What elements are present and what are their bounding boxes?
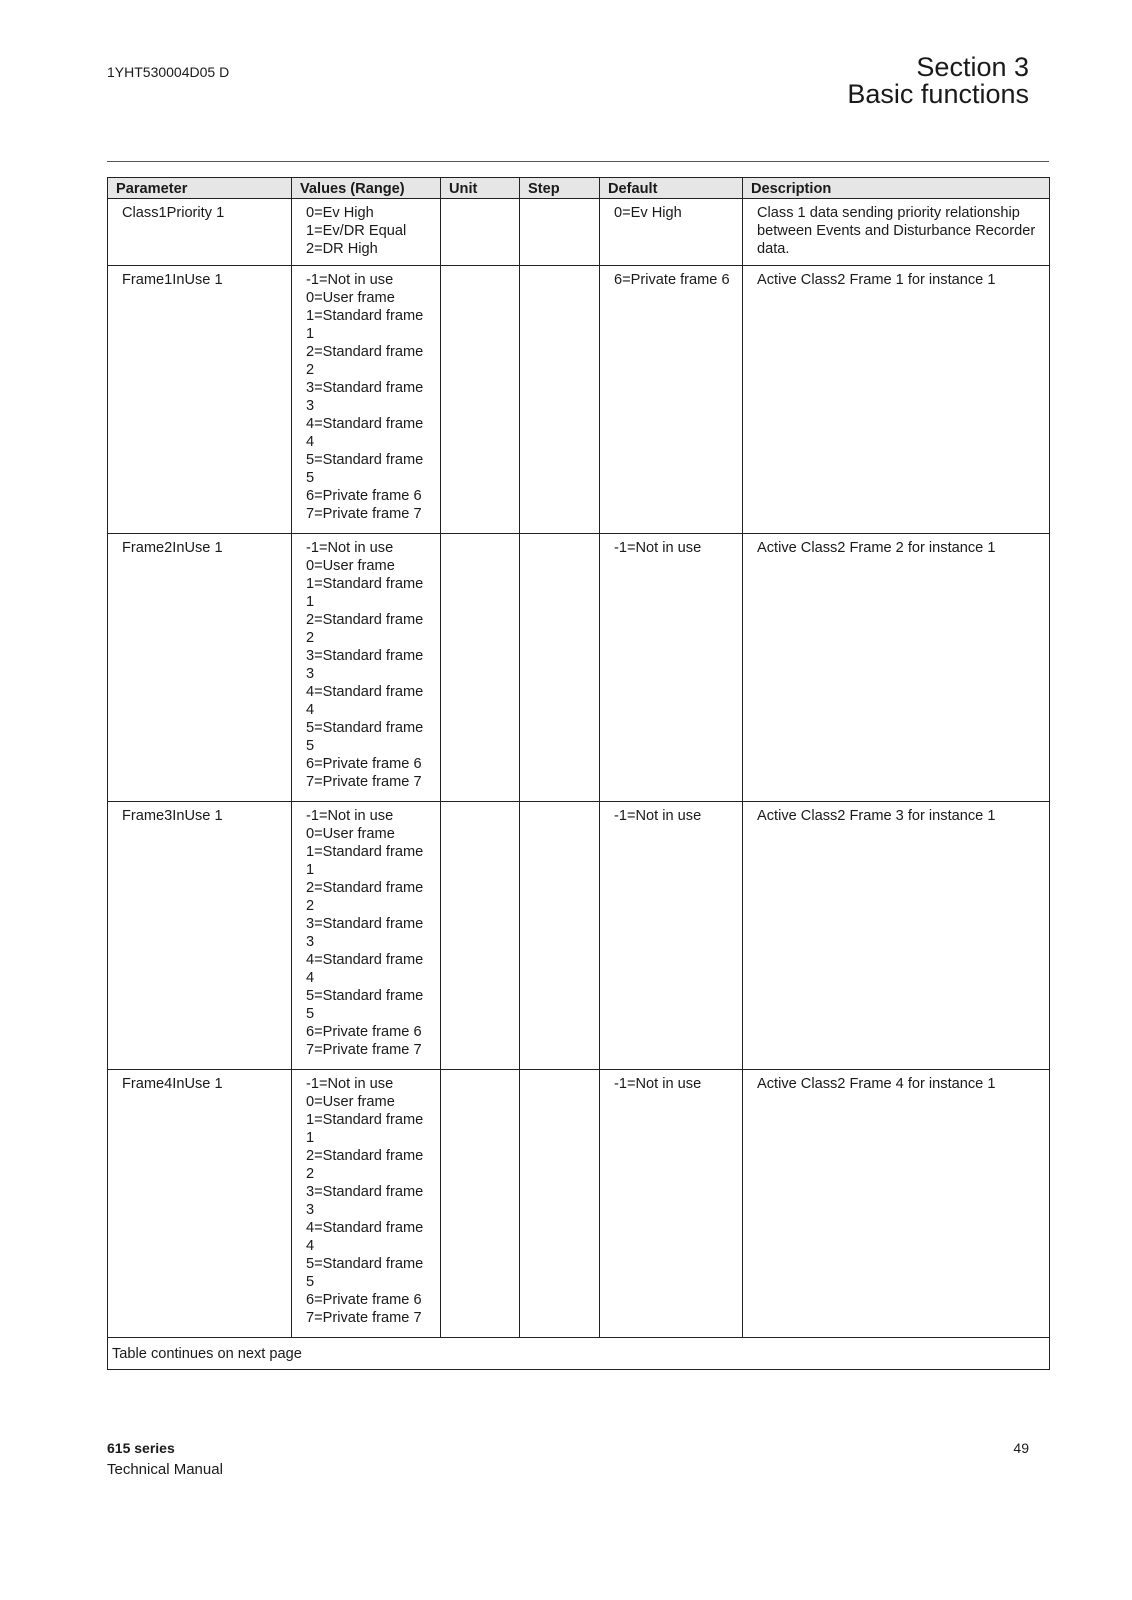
value-line: -1=Not in use bbox=[306, 272, 394, 288]
table-row bbox=[108, 534, 1050, 802]
value-line: 0=Ev High bbox=[306, 205, 374, 221]
description-cell: Active Class2 Frame 3 for instance 1 bbox=[743, 802, 1050, 1070]
description-cell: Class 1 data sending priority relationship between Events and Disturbance Recorder data. bbox=[743, 199, 1050, 266]
value-line: 2=Standard frame bbox=[306, 344, 424, 360]
value-line: 5 bbox=[306, 738, 315, 754]
unit-cell bbox=[441, 266, 520, 534]
page-number: 49 bbox=[1013, 1440, 1029, 1456]
value-line: 1=Ev/DR Equal bbox=[306, 223, 407, 239]
description-cell: Active Class2 Frame 4 for instance 1 bbox=[743, 1070, 1050, 1338]
table-row bbox=[108, 199, 1050, 266]
table-header-row bbox=[108, 178, 1050, 199]
column-header-step: Step bbox=[520, 178, 600, 199]
value-line: 1 bbox=[306, 594, 315, 610]
value-line: 6=Private frame 6 bbox=[306, 1292, 422, 1308]
value-line: 0=User frame bbox=[306, 1094, 395, 1110]
value-line: 6=Private frame 6 bbox=[306, 756, 422, 772]
value-line: 5 bbox=[306, 1274, 315, 1290]
value-line: 7=Private frame 7 bbox=[306, 1310, 422, 1326]
value-line: 3 bbox=[306, 398, 315, 414]
column-header-values: Values (Range) bbox=[292, 178, 441, 199]
value-line: 5 bbox=[306, 470, 315, 486]
parameter-cell: Frame1InUse 1 bbox=[108, 266, 292, 534]
value-line: 3 bbox=[306, 934, 315, 950]
column-header-parameter: Parameter bbox=[108, 178, 292, 199]
default-cell: 0=Ev High bbox=[600, 199, 743, 266]
value-line: 1=Standard frame bbox=[306, 308, 424, 324]
value-line: -1=Not in use bbox=[306, 540, 394, 556]
doc-id: 1YHT530004D05 D bbox=[107, 64, 230, 80]
section-number: Section 3 bbox=[916, 52, 1029, 82]
value-line: 4=Standard frame bbox=[306, 416, 424, 432]
column-header-default: Default bbox=[600, 178, 743, 199]
default-cell: -1=Not in use bbox=[600, 534, 743, 802]
parameter-cell: Frame3InUse 1 bbox=[108, 802, 292, 1070]
table-continues-row bbox=[108, 1338, 1050, 1370]
value-line: 4=Standard frame bbox=[306, 952, 424, 968]
value-line: 4 bbox=[306, 970, 315, 986]
unit-cell bbox=[441, 1070, 520, 1338]
description-cell: Active Class2 Frame 2 for instance 1 bbox=[743, 534, 1050, 802]
value-line: 5 bbox=[306, 1006, 315, 1022]
value-line: 6=Private frame 6 bbox=[306, 1024, 422, 1040]
value-line: 1 bbox=[306, 326, 315, 342]
value-line: 5=Standard frame bbox=[306, 988, 424, 1004]
step-cell bbox=[520, 199, 600, 266]
value-line: 3 bbox=[306, 1202, 315, 1218]
value-line: 3=Standard frame bbox=[306, 648, 424, 664]
value-line: 3=Standard frame bbox=[306, 380, 424, 396]
value-line: 7=Private frame 7 bbox=[306, 1042, 422, 1058]
table-continues-note: Table continues on next page bbox=[108, 1338, 1050, 1370]
value-line: 1=Standard frame bbox=[306, 1112, 424, 1128]
unit-cell bbox=[441, 534, 520, 802]
value-line: 1 bbox=[306, 862, 315, 878]
value-line: 7=Private frame 7 bbox=[306, 774, 422, 790]
values-cell bbox=[292, 266, 441, 534]
parameter-cell: Frame4InUse 1 bbox=[108, 1070, 292, 1338]
parameter-cell: Class1Priority 1 bbox=[108, 199, 292, 266]
value-line: 4 bbox=[306, 702, 315, 718]
value-line: 7=Private frame 7 bbox=[306, 506, 422, 522]
value-line: 2 bbox=[306, 362, 315, 378]
value-line: 0=User frame bbox=[306, 826, 395, 842]
value-line: 4=Standard frame bbox=[306, 1220, 424, 1236]
step-cell bbox=[520, 802, 600, 1070]
values-cell bbox=[292, 802, 441, 1070]
value-line: 5=Standard frame bbox=[306, 720, 424, 736]
column-header-unit: Unit bbox=[441, 178, 520, 199]
value-line: 3=Standard frame bbox=[306, 916, 424, 932]
column-header-description: Description bbox=[743, 178, 1050, 199]
table-row bbox=[108, 266, 1050, 534]
value-line: 0=User frame bbox=[306, 290, 395, 306]
values-cell bbox=[292, 534, 441, 802]
footer-manual: Technical Manual bbox=[107, 1461, 223, 1478]
header-rule bbox=[107, 161, 1049, 162]
value-line: 4 bbox=[306, 434, 315, 450]
section-title: Basic functions bbox=[847, 79, 1029, 109]
values-cell bbox=[292, 1070, 441, 1338]
value-line: 2 bbox=[306, 898, 315, 914]
value-line: 4 bbox=[306, 1238, 315, 1254]
default-cell: -1=Not in use bbox=[600, 1070, 743, 1338]
table-row bbox=[108, 1070, 1050, 1338]
value-line: 2=Standard frame bbox=[306, 880, 424, 896]
default-cell: 6=Private frame 6 bbox=[600, 266, 743, 534]
unit-cell bbox=[441, 199, 520, 266]
value-line: 0=User frame bbox=[306, 558, 395, 574]
unit-cell bbox=[441, 802, 520, 1070]
values-cell bbox=[292, 199, 441, 266]
footer-series: 615 series bbox=[107, 1440, 175, 1456]
section-heading bbox=[847, 54, 1029, 108]
parameter-cell: Frame2InUse 1 bbox=[108, 534, 292, 802]
step-cell bbox=[520, 1070, 600, 1338]
value-line: 1=Standard frame bbox=[306, 576, 424, 592]
description-cell: Active Class2 Frame 1 for instance 1 bbox=[743, 266, 1050, 534]
parameter-table bbox=[107, 177, 1050, 1370]
value-line: -1=Not in use bbox=[306, 1076, 394, 1092]
value-line: 2=DR High bbox=[306, 241, 378, 257]
value-line: 2=Standard frame bbox=[306, 1148, 424, 1164]
value-line: -1=Not in use bbox=[306, 808, 394, 824]
step-cell bbox=[520, 266, 600, 534]
table-row bbox=[108, 802, 1050, 1070]
value-line: 2 bbox=[306, 1166, 315, 1182]
value-line: 4=Standard frame bbox=[306, 684, 424, 700]
value-line: 3=Standard frame bbox=[306, 1184, 424, 1200]
value-line: 3 bbox=[306, 666, 315, 682]
value-line: 6=Private frame 6 bbox=[306, 488, 422, 504]
value-line: 1 bbox=[306, 1130, 315, 1146]
value-line: 2=Standard frame bbox=[306, 612, 424, 628]
value-line: 5=Standard frame bbox=[306, 1256, 424, 1272]
value-line: 2 bbox=[306, 630, 315, 646]
value-line: 1=Standard frame bbox=[306, 844, 424, 860]
value-line: 5=Standard frame bbox=[306, 452, 424, 468]
default-cell: -1=Not in use bbox=[600, 802, 743, 1070]
step-cell bbox=[520, 534, 600, 802]
